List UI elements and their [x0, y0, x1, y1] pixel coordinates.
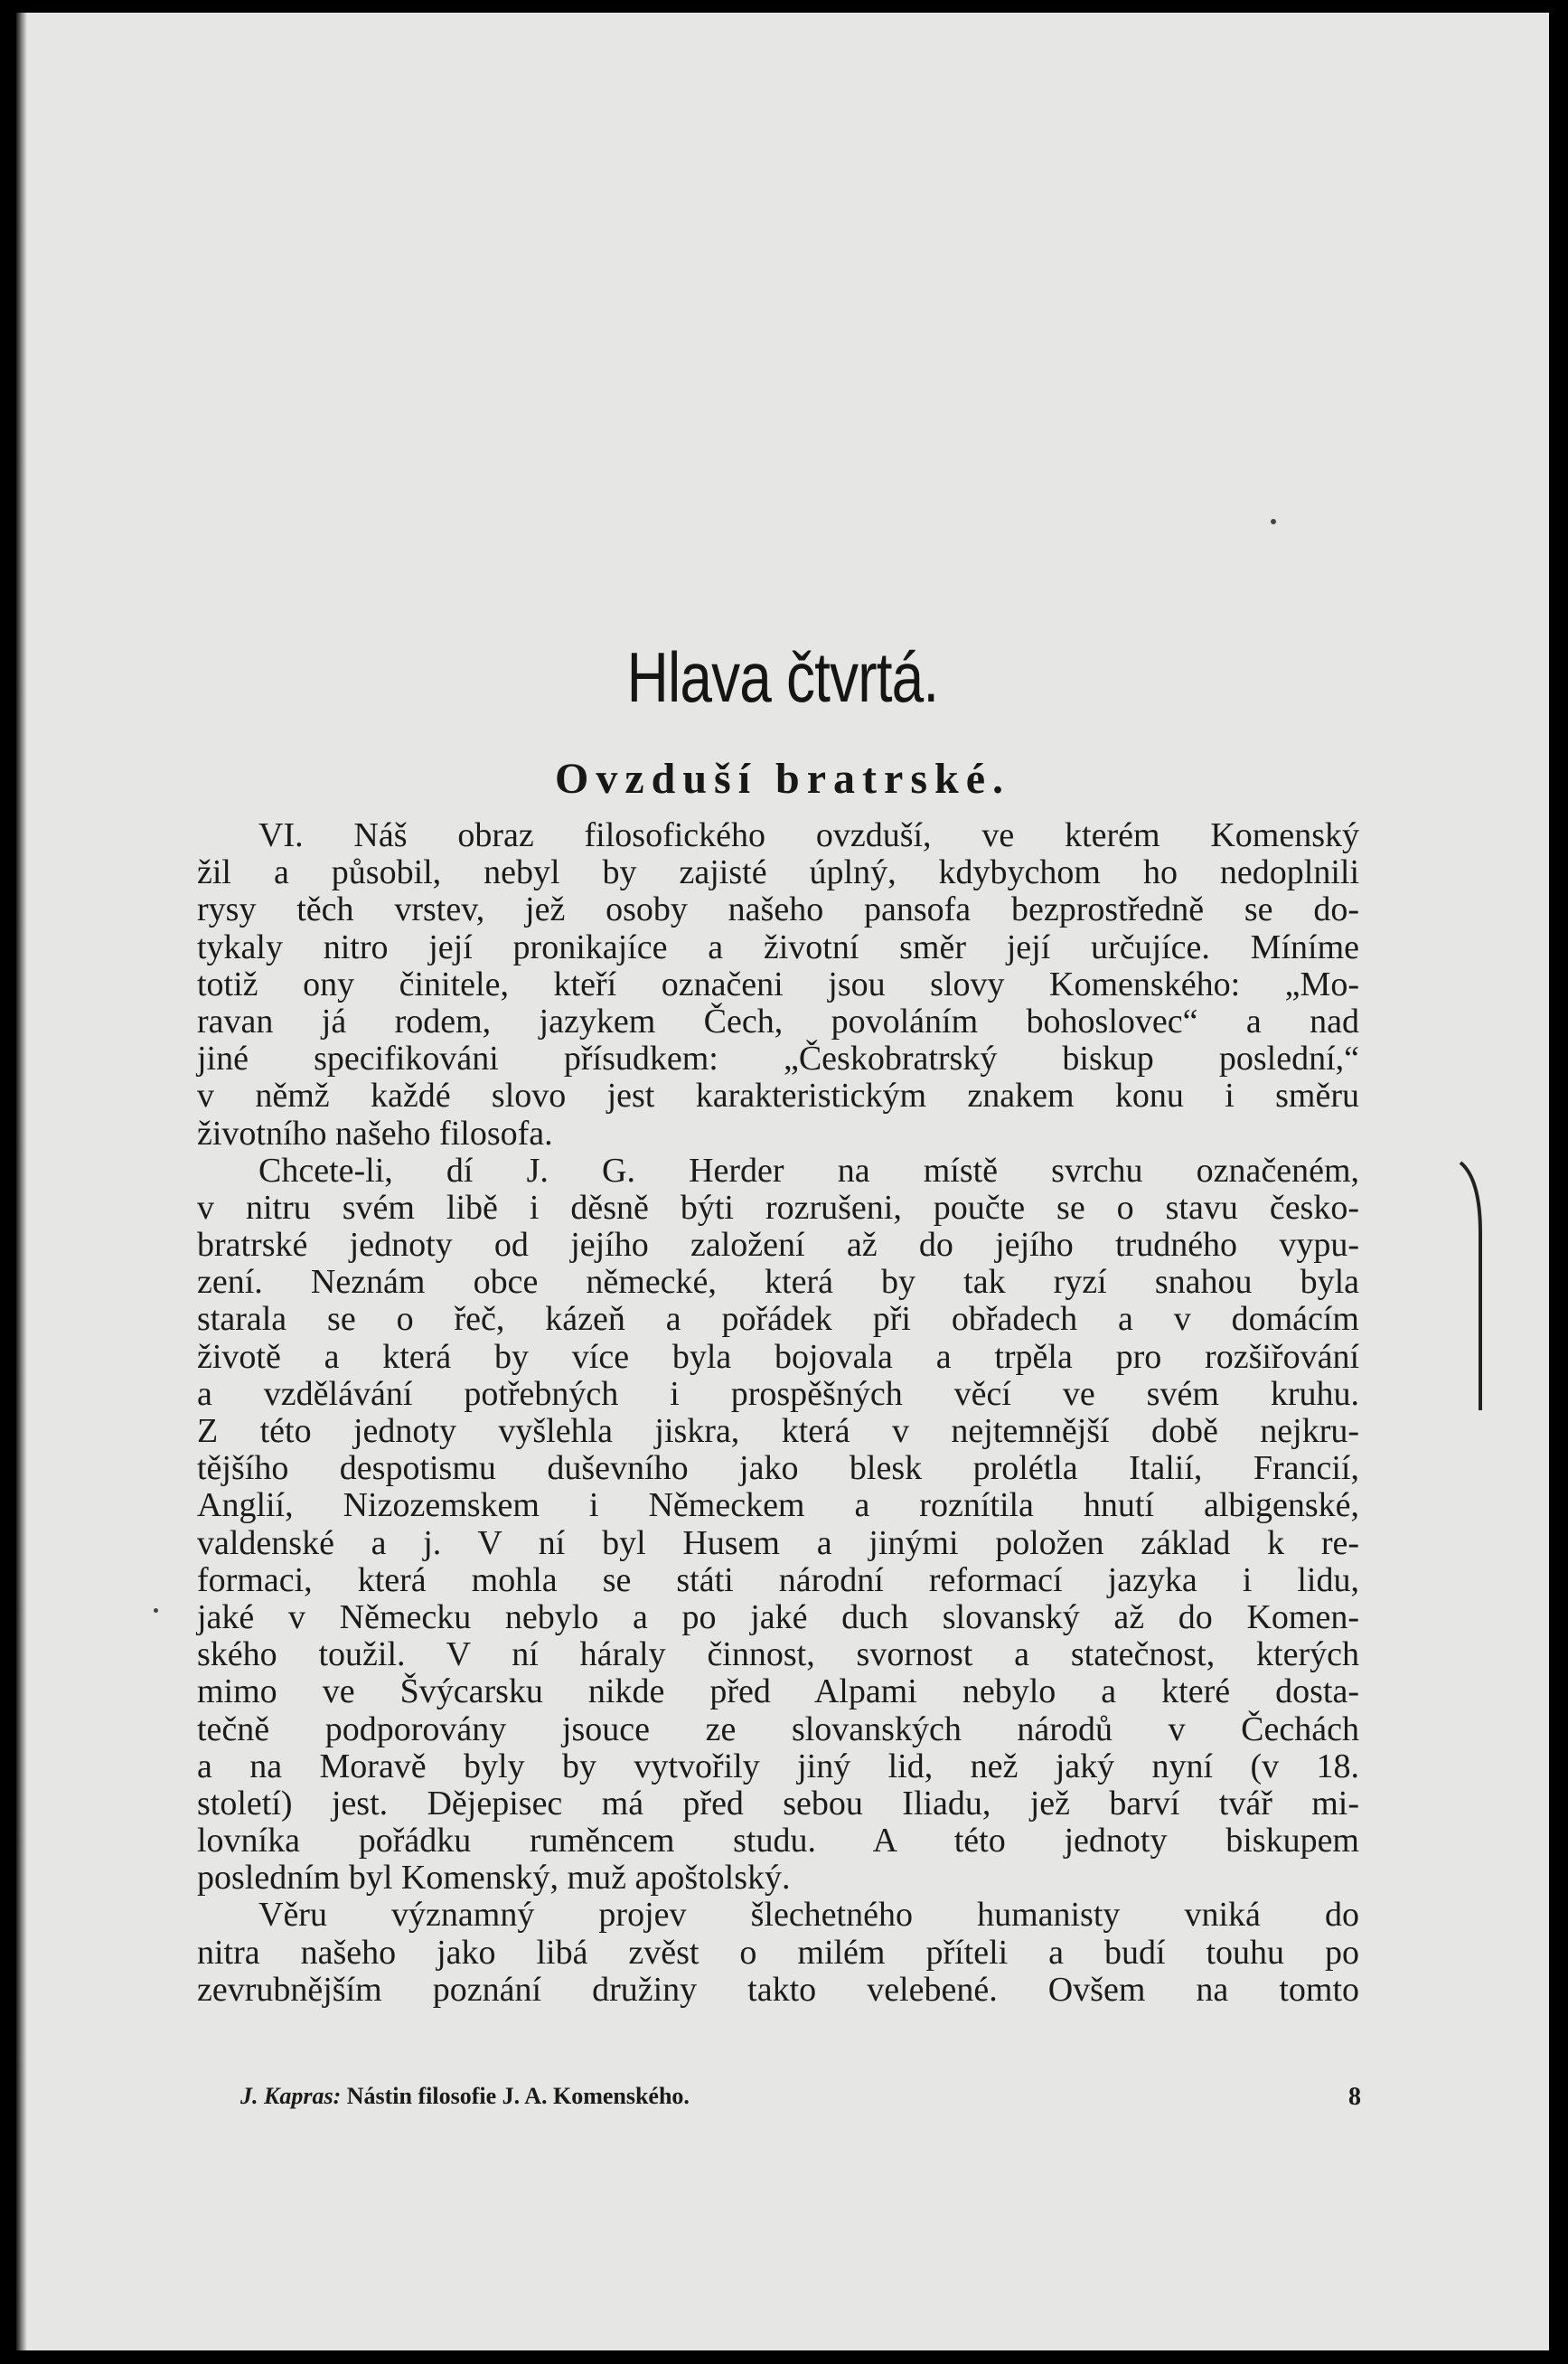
text-line: tějšího despotismu duševního jako blesk prolétla Italií, Francií, — [197, 1449, 1359, 1488]
footer-author: J. Kapras: — [240, 2083, 342, 2109]
text-line: jaké v Německu nebylo a po jaké duch slovanský až do Komen- — [197, 1597, 1359, 1636]
book-page — [16, 13, 1549, 2350]
text-line: a vzdělávání potřebných i prospěšných věcí ve svém kruhu. — [197, 1374, 1359, 1413]
text-line: ského toužil. V ní hárаly činnost, svornost a statečnost, kterých — [197, 1635, 1359, 1674]
text-line: lovníka pořádku ruměncem studu. A této jednoty biskupem — [197, 1822, 1359, 1860]
margin-bracket-mark — [1459, 1161, 1486, 1414]
text-line: životního našeho filosofa. — [197, 1114, 553, 1153]
text-line: valdenské a j. V ní byl Husem a jinými položen základ k re- — [197, 1523, 1359, 1562]
text-line: století) jest. Dějepisec má před sebou Iliadu, jež barví tvář mi- — [197, 1784, 1359, 1822]
text-line: zení. Neznám obce německé, která by tak ryzí snahou byla — [197, 1263, 1359, 1302]
text-line: mimo ve Švýcarsku nikde před Alpami nebylo a které dosta- — [197, 1672, 1359, 1711]
scan-speck — [154, 1608, 158, 1613]
text-line: v němž každé slovo jest karakteristickým znakem konu i směru — [197, 1077, 1359, 1116]
text-line: Anglií, Nizozemskem i Německem a roznítila hnutí albigenské, — [197, 1486, 1359, 1525]
text-line: totiž ony činitele, kteří označeni jsou slovy Komenského: „Mo- — [197, 965, 1359, 1003]
text-line: tečně podporovány jsouce ze slovanských národů v Čechách — [197, 1709, 1359, 1748]
text-line: posledním byl Komenský, muž apoštolský. — [197, 1859, 791, 1898]
text-line: Z této jednoty vyšlehla jiskra, která v nejtemnější době nejkru- — [197, 1412, 1359, 1450]
text-line: žil a působil, nebyl by zajisté úplný, kdybychom ho nedoplnili — [197, 853, 1359, 892]
text-line: Věru významný projev šlechetného humanisty vniká do — [258, 1896, 1359, 1935]
text-line: rysy těch vrstev, jež osoby našeho pansofa bezprostředně se do- — [197, 890, 1359, 929]
text-line: životě a která by více byla bojovala a trpěla pro rozšiřování — [197, 1337, 1359, 1376]
text-line: zevrubnějším poznání družiny takto velebené. Ovšem na tomto — [197, 1970, 1359, 2009]
body-text — [197, 817, 1359, 2009]
page-footer — [240, 2083, 1361, 2110]
text-line: ravan já rodem, jazykem Čech, povoláním bohoslovec“ a nad — [197, 1002, 1359, 1041]
text-line: nitra našeho jako libá zvěst o milém příteli a budí touhu po — [197, 1933, 1359, 1972]
text-line: starala se o řeč, kázeň a pořádek při obřadech a v domácím — [197, 1300, 1359, 1339]
footer-book-title: Nástin filosofie J. A. Komenského. — [346, 2083, 690, 2109]
text-line: VI. Náš obraz filosofického ovzduší, ve kterém Komenský — [258, 816, 1359, 854]
scan-edge — [16, 13, 27, 2350]
text-line: formaci, která mohla se státi národní reformací jazyka i lidu, — [197, 1560, 1359, 1599]
scan-speck — [1271, 519, 1276, 524]
page-number: 8 — [1348, 2083, 1361, 2111]
text-line: tykaly nitro její pronikajíce a životní směr její určujíce. Míníme — [197, 928, 1359, 966]
text-line: Chcete-li, dí J. G. Herder na místě svrchu označeném, — [258, 1151, 1359, 1190]
text-line: a na Moravě byly by vytvořily jiný lid, než jaký nyní (v 18. — [197, 1747, 1359, 1785]
chapter-title: Hlava čtvrtá. — [626, 637, 939, 717]
text-line: v nitru svém libě i děsně býti rozrušeni, poučte se o stavu česko- — [197, 1188, 1359, 1227]
text-line: bratrské jednoty od jejího založení až do jejího trudného vypu- — [197, 1226, 1359, 1265]
text-line: jiné specifikováni přísudkem: „Českobratrský biskup poslední,“ — [197, 1040, 1359, 1078]
chapter-subtitle: Ovzduší bratrské. — [554, 755, 1010, 803]
